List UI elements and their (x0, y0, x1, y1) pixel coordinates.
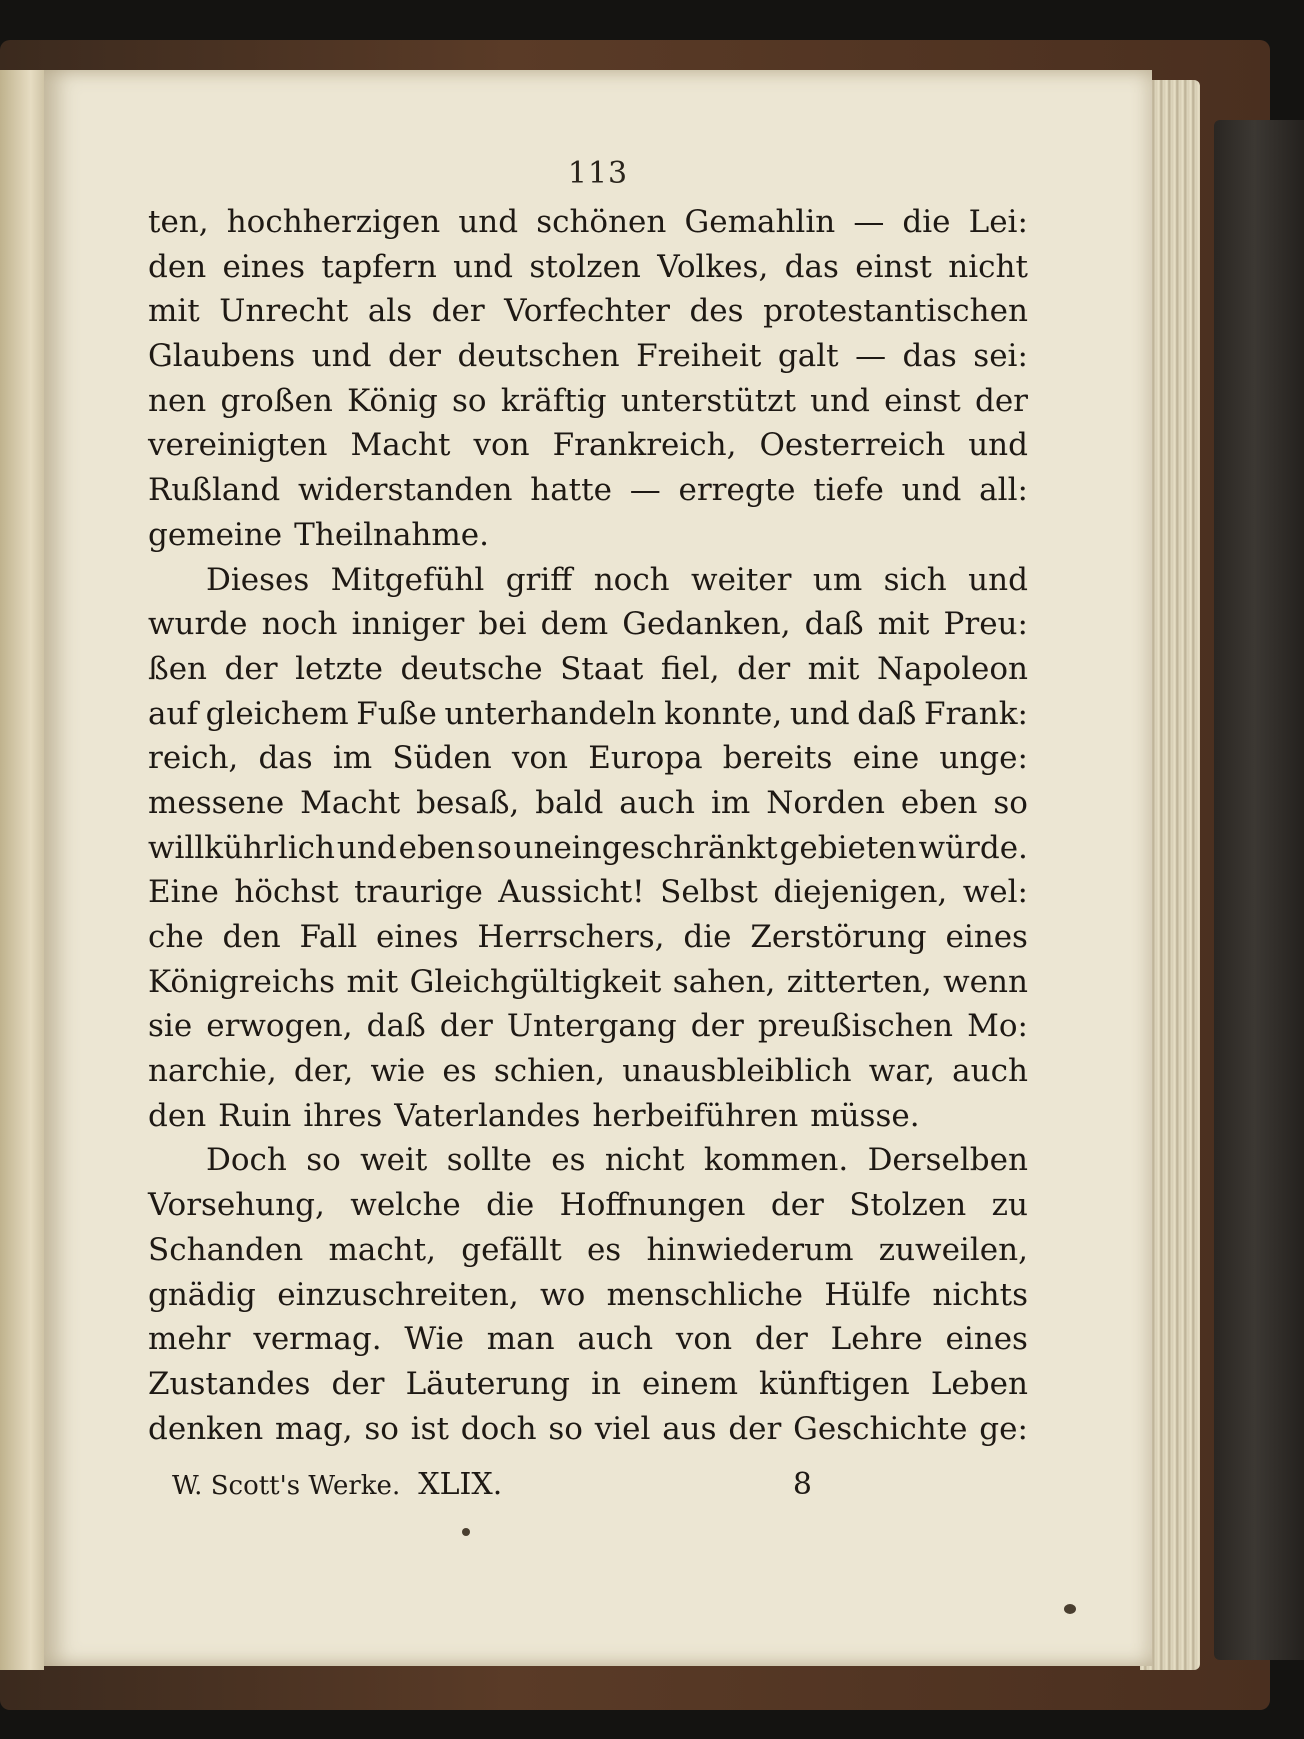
word: Vorfechter (504, 293, 670, 330)
word: der (439, 1008, 493, 1045)
word: mag, (275, 1410, 353, 1447)
word: weiter (691, 561, 792, 598)
word: narchie, (148, 1053, 277, 1090)
word: ßen (148, 650, 208, 687)
word: macht, (328, 1231, 436, 1268)
word: Läuterung (405, 1365, 570, 1402)
word: eines (376, 919, 459, 955)
word: — (855, 338, 887, 375)
footer-volume: XLIX. (418, 1467, 503, 1502)
word: Stolzen (849, 1187, 967, 1224)
text-line (148, 513, 1028, 558)
word: der (387, 338, 441, 375)
word: und (968, 427, 1028, 464)
word: besaß, (416, 784, 520, 821)
word: denken (148, 1410, 264, 1447)
word: so (364, 1410, 399, 1447)
word: der, (293, 1053, 354, 1090)
word: der (728, 1410, 782, 1447)
word: den (148, 248, 207, 285)
word: und (901, 472, 962, 509)
word: Königreichs (148, 963, 336, 1000)
word: kräftig (500, 382, 607, 419)
word: und (311, 338, 372, 375)
text-line (148, 1228, 1028, 1273)
word: man (486, 1321, 555, 1358)
word: Gedanken, (622, 606, 791, 643)
word: aus (662, 1410, 717, 1447)
word: sollte (446, 1142, 532, 1179)
word: eines (222, 248, 306, 285)
word: den (222, 919, 281, 955)
word: und (336, 829, 397, 866)
word: messene (148, 784, 285, 821)
word: diejenigen, (773, 874, 948, 911)
word: künftigen (759, 1365, 910, 1402)
word: traurige (354, 874, 483, 911)
word: Dieses (206, 561, 310, 598)
text-line (148, 647, 1028, 692)
word: Frank: (923, 695, 1028, 732)
word: so (993, 784, 1028, 821)
word: ten, (148, 204, 209, 240)
word: Zustandes (148, 1365, 311, 1402)
word: von (511, 740, 569, 777)
word: bereits (722, 740, 833, 777)
word: die (902, 204, 951, 240)
word: so (306, 1142, 341, 1179)
word: Macht (300, 784, 401, 821)
word: wie (370, 1053, 426, 1090)
word: deutschen (457, 338, 620, 375)
word: hinwiederum (646, 1231, 854, 1268)
word: so (477, 829, 512, 866)
word: Derselben (867, 1142, 1028, 1179)
word: Frankreich, (552, 427, 737, 464)
word: Mo: (967, 1008, 1028, 1045)
word: müsse. (810, 1097, 920, 1134)
word: Hülfe (824, 1276, 912, 1313)
word: des (689, 293, 744, 330)
word: gefällt (461, 1231, 562, 1268)
word: eben (900, 784, 978, 821)
word: noch (261, 606, 338, 643)
word: um (812, 561, 863, 598)
word: erregte (678, 472, 796, 509)
word: hochherzigen (226, 204, 441, 240)
text-line (148, 1273, 1028, 1318)
text-line (148, 423, 1028, 468)
word: Rußland (148, 472, 281, 509)
word: sei: (973, 338, 1028, 375)
word: Vorsehung, (148, 1187, 325, 1224)
word: dem (540, 606, 609, 643)
body-text (148, 200, 1028, 1451)
word: es (442, 1053, 477, 1090)
word: von (675, 1321, 733, 1358)
text-line (148, 915, 1028, 960)
word: ihres (303, 1097, 383, 1134)
word: es (586, 1231, 622, 1268)
word: war, (868, 1053, 936, 1090)
word: noch (593, 561, 670, 598)
word: nicht (604, 1142, 685, 1179)
word: Volkes, (657, 248, 769, 285)
word: höchst (234, 874, 339, 911)
word: protestantischen (763, 293, 1028, 330)
word: eines (945, 919, 1028, 955)
word: der (737, 650, 791, 687)
word: Gemahlin (684, 204, 836, 240)
word: mit (346, 963, 399, 1000)
word: ge: (979, 1410, 1028, 1447)
word: und (810, 382, 870, 419)
word: zu (991, 1187, 1028, 1224)
word: wenn (943, 963, 1028, 1000)
word: Napoleon (876, 650, 1028, 687)
word: würde. (918, 829, 1028, 866)
word: hatte (530, 472, 612, 509)
footer-sheet-number: 8 (792, 1467, 812, 1502)
word: Aussicht! (498, 874, 645, 911)
word: unausbleiblich (622, 1053, 852, 1090)
word: gebieten (779, 829, 917, 866)
word: der (331, 1365, 385, 1402)
word: und (968, 561, 1028, 598)
word: mit (877, 606, 930, 643)
word: und (453, 248, 513, 285)
word: Leben (930, 1365, 1028, 1402)
word: tapfern (321, 248, 437, 285)
text-line (148, 468, 1028, 513)
word: nichts (932, 1276, 1028, 1313)
footer-signature: W. Scott's Werke. (172, 1471, 401, 1501)
word: daß (804, 606, 864, 643)
word: daß (857, 695, 917, 732)
text-line (148, 1094, 1028, 1139)
word: der (974, 382, 1028, 419)
word: inniger (351, 606, 465, 643)
word: Oesterreich (759, 427, 946, 464)
word: ist (410, 1410, 449, 1447)
word: Zerstörung (750, 919, 927, 955)
text-line (148, 1183, 1028, 1228)
word: wurde (148, 606, 248, 643)
word: Untergang (506, 1008, 677, 1045)
word: daß (366, 1008, 426, 1045)
word: kommen. (703, 1142, 849, 1179)
word: Eine (148, 874, 219, 911)
text-line (148, 200, 1028, 245)
word: Macht (350, 427, 451, 464)
word: letzte (295, 650, 383, 687)
word: deutsche (400, 650, 543, 687)
word: von (473, 427, 530, 464)
word: Staat (560, 650, 644, 687)
word: zuweilen, (878, 1231, 1028, 1268)
text-line (148, 692, 1028, 737)
word: sie (148, 1008, 193, 1045)
word: Hoffnungen (559, 1187, 746, 1224)
word: widerstanden (298, 472, 513, 509)
word: vereinigten (148, 427, 328, 464)
word: eben (398, 829, 476, 866)
word: Gleichgültigkeit (409, 963, 662, 1000)
word: Fuße (356, 695, 437, 732)
word: bei (478, 606, 527, 643)
word: eine (852, 740, 920, 777)
word: sahen, (672, 963, 776, 1000)
word: bald (535, 784, 604, 821)
word: im (710, 784, 751, 821)
word: tiefe (813, 472, 884, 509)
word: willkührlich (148, 829, 335, 866)
word: eines (945, 1321, 1028, 1358)
word: die (683, 919, 732, 955)
word: Unrecht (219, 293, 349, 330)
cover-spine (1214, 120, 1304, 1660)
word: das (784, 248, 839, 285)
word: doch (460, 1410, 537, 1447)
word: konnte, (664, 695, 783, 732)
word: einem (642, 1365, 738, 1402)
word: Herrschers, (477, 919, 665, 955)
word: reich, (148, 740, 239, 777)
word: unge: (939, 740, 1028, 777)
word: — (853, 204, 885, 240)
word: schien, (493, 1053, 606, 1090)
word: Geschichte (793, 1410, 968, 1447)
word: galt (777, 338, 839, 375)
word: nen (148, 382, 207, 419)
word: wel: (962, 874, 1028, 911)
word: auch (952, 1053, 1028, 1090)
word: herbeiführen (592, 1097, 799, 1134)
word: auch (619, 784, 696, 821)
word: wo (540, 1276, 586, 1313)
word: Freiheit (636, 338, 762, 375)
word: preußischen (757, 1008, 954, 1045)
text-line (148, 870, 1028, 915)
word: König (347, 382, 438, 419)
page-footer (172, 1467, 812, 1502)
text-line (148, 1317, 1028, 1362)
word: unterstützt (620, 382, 796, 419)
text-line (148, 1362, 1028, 1407)
word: so (548, 1410, 583, 1447)
text-line (148, 245, 1028, 290)
word: unterhandeln (444, 695, 657, 732)
word: griff (505, 561, 573, 598)
word: Lei: (968, 204, 1028, 240)
word: erwogen, (206, 1008, 353, 1045)
word: der (770, 1187, 824, 1224)
text-line (148, 826, 1028, 871)
word: gemeine (148, 516, 283, 553)
word: all: (979, 472, 1028, 509)
text-line (148, 1407, 1028, 1452)
book-page (44, 70, 1152, 1666)
word: schönen (536, 204, 667, 240)
word: menschliche (606, 1276, 804, 1313)
text-line (148, 781, 1028, 826)
word: einst (884, 382, 961, 419)
word: es (551, 1142, 586, 1179)
text-line (148, 334, 1028, 379)
page-number: 113 (567, 156, 629, 191)
word: Lehre (830, 1321, 923, 1358)
ink-speck (1064, 1604, 1076, 1614)
word: einzuschreiten, (277, 1276, 519, 1313)
word: vermag. (253, 1321, 382, 1358)
word: der (754, 1321, 808, 1358)
text-line (148, 558, 1028, 603)
word: — (629, 472, 661, 509)
word: Fall (299, 919, 358, 955)
word: der (690, 1008, 744, 1045)
ink-speck (462, 1528, 470, 1536)
word: viel (594, 1410, 651, 1447)
word: mit (807, 650, 860, 687)
word: che (148, 919, 204, 955)
word: großen (220, 382, 333, 419)
word: zitterten, (786, 963, 932, 1000)
word: Ruin (218, 1097, 292, 1134)
word: weit (360, 1142, 428, 1179)
previous-page-edge (0, 70, 44, 1670)
text-line (148, 1138, 1028, 1183)
word: stolzen (529, 248, 641, 285)
text-line (148, 1004, 1028, 1049)
word: gnädig (148, 1276, 256, 1313)
word: auf (148, 695, 198, 732)
word: im (332, 740, 373, 777)
text-line (148, 602, 1028, 647)
word: auch (577, 1321, 654, 1358)
word: Norden (766, 784, 885, 821)
word: uneingeschränkt (513, 829, 778, 866)
word: das (902, 338, 957, 375)
word: sich (883, 561, 947, 598)
word: fiel, (660, 650, 720, 687)
word: der (224, 650, 278, 687)
word: und (458, 204, 519, 240)
text-line (148, 1049, 1028, 1094)
text-line (148, 960, 1028, 1005)
word: und (789, 695, 850, 732)
word: die (486, 1187, 535, 1224)
word: einst (855, 248, 932, 285)
word: in (591, 1365, 621, 1402)
word: Theilnahme. (294, 516, 489, 553)
text-line (148, 289, 1028, 334)
word: Selbst (660, 874, 758, 911)
word: nicht (948, 248, 1028, 285)
word: gleichem (205, 695, 349, 732)
word: Vaterlandes (394, 1097, 581, 1134)
word: Preu: (943, 606, 1028, 643)
text-line (148, 379, 1028, 424)
word: welche (350, 1187, 461, 1224)
word: Glaubens (148, 338, 296, 375)
word: Mitgefühl (330, 561, 485, 598)
word: Schanden (148, 1231, 304, 1268)
word: mit (148, 293, 200, 330)
word: so (452, 382, 487, 419)
word: Wie (404, 1321, 464, 1358)
word: das (258, 740, 313, 777)
word: Doch (206, 1142, 287, 1179)
word: Süden (392, 740, 492, 777)
word: der (431, 293, 485, 330)
word: Europa (588, 740, 703, 777)
word: als (367, 293, 413, 330)
text-line (148, 736, 1028, 781)
word: mehr (148, 1321, 231, 1358)
word: den (148, 1097, 207, 1134)
